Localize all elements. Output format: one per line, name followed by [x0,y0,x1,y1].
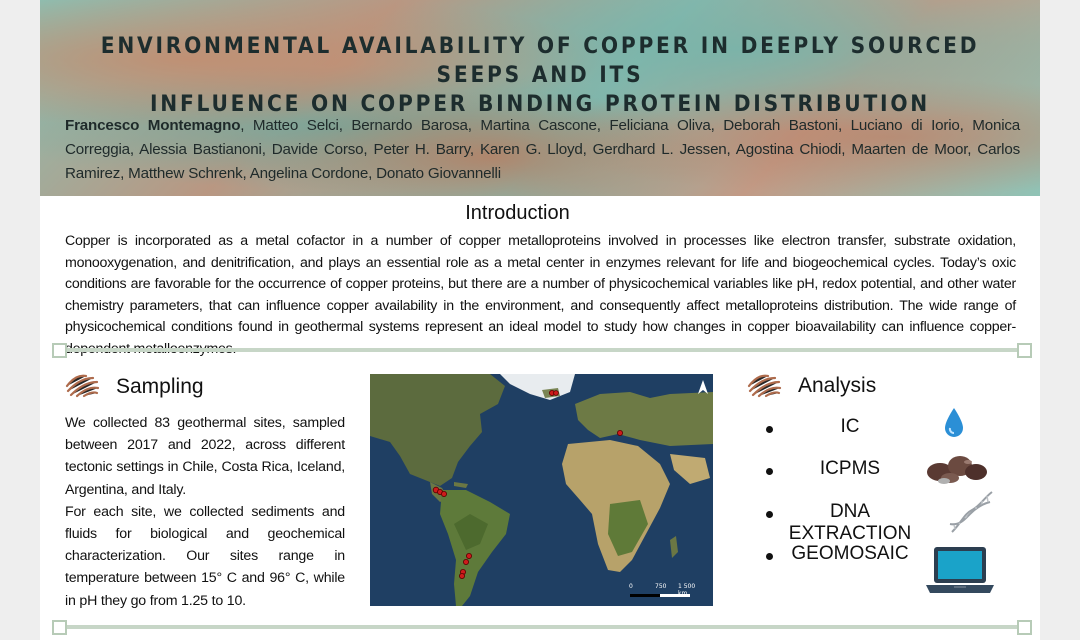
section-divider [52,620,1032,634]
poster-title [80,32,1000,119]
brush-stroke-icon [746,372,782,398]
title-line-2: INFLUENCE ON COPPER BINDING PROTEIN DISTRIBUTION [149,92,931,117]
analysis-item-label: DNA EXTRACTION [788,501,912,544]
sampling-text [65,412,345,612]
sampling-text-1: We collected 83 geothermal sites, sampled between 2017 and 2022, across different tectonic settings in Chile, Costa Rica, Iceland, Argentina, and Italy. [65,415,345,498]
list-item [758,456,928,486]
introduction-text: Copper is incorporated as a metal cofactor in a number of copper metalloproteins involved in processes like electron transfer, substrate oxidation, monooxygenation, and denitrification, and plays an essential role as a metal center in enzymes relevant for life and biogeochemical cycles. Today’s oxic conditions are favorable for the occurrence of copper proteins, but there are a number of physicochemical variables like pH, redox potential, and other water chemistry parameters, that can influence copper availability in the environment, and consequently affect metalloproteins distribution. The wide range of physicochemical conditions found in geothermal systems represent an ideal model to study how changes in copper bioavailability can influence copper- [65,233,1016,336]
lead-author: Francesco Montemagno [65,117,241,134]
list-item [758,541,928,571]
analysis-item-label: GEOMOSAIC [791,543,909,564]
poster-header [40,0,1040,196]
bullet-icon [766,426,773,433]
dna-icon [946,488,996,536]
list-item [758,414,928,444]
bullet-icon [766,511,773,518]
rocks-icon [924,448,990,486]
introduction-title: Introduction [465,202,570,224]
title-line-1: ENVIRONMENTAL AVAILABILITY OF COPPER IN DEEPLY SOURCED SEEPS AND ITS [100,34,980,88]
laptop-icon [924,543,996,597]
scale-label-end: 1 500 km [678,583,696,597]
scale-label-mid: 750 [655,583,667,590]
analysis-title: Analysis [798,374,877,397]
bullet-icon [766,468,773,475]
coauthors: , Matteo Selci, Bernardo Barosa, Martina Cascone, Feliciana Oliva, Deborah Bastoni, Luciano di Iorio, Monica Correggia, Alessia Bastianoni, Davide Corso, Peter H. Barry, Karen G. Lloyd, Gerdhard L. Jessen, Agostina Chiodi, Maarten de Moor, Carlos Ramirez, Matthew Schrenk, Angelina Cordone, Donato Giovannelli [65,117,1021,182]
list-item [758,499,928,544]
analysis-item-label: IC [840,416,860,437]
sampling-site-map [370,374,713,606]
sampling-title: Sampling [116,375,204,398]
bullet-icon [766,553,773,560]
poster [40,0,1040,640]
analysis-item-label: ICPMS [819,458,881,479]
scale-label-0: 0 [629,583,633,590]
water-drop-icon [942,406,966,440]
author-list [65,114,1020,186]
brush-stroke-icon [64,372,100,398]
section-divider [52,343,1032,357]
sampling-text-2: For each site, we collected sediments and fluids for biological and geochemical characterization. Our sites range in temperature between 15° C and 96° C, while in pH they go from 1.25 to 10. [65,503,345,609]
world-map [370,374,713,606]
